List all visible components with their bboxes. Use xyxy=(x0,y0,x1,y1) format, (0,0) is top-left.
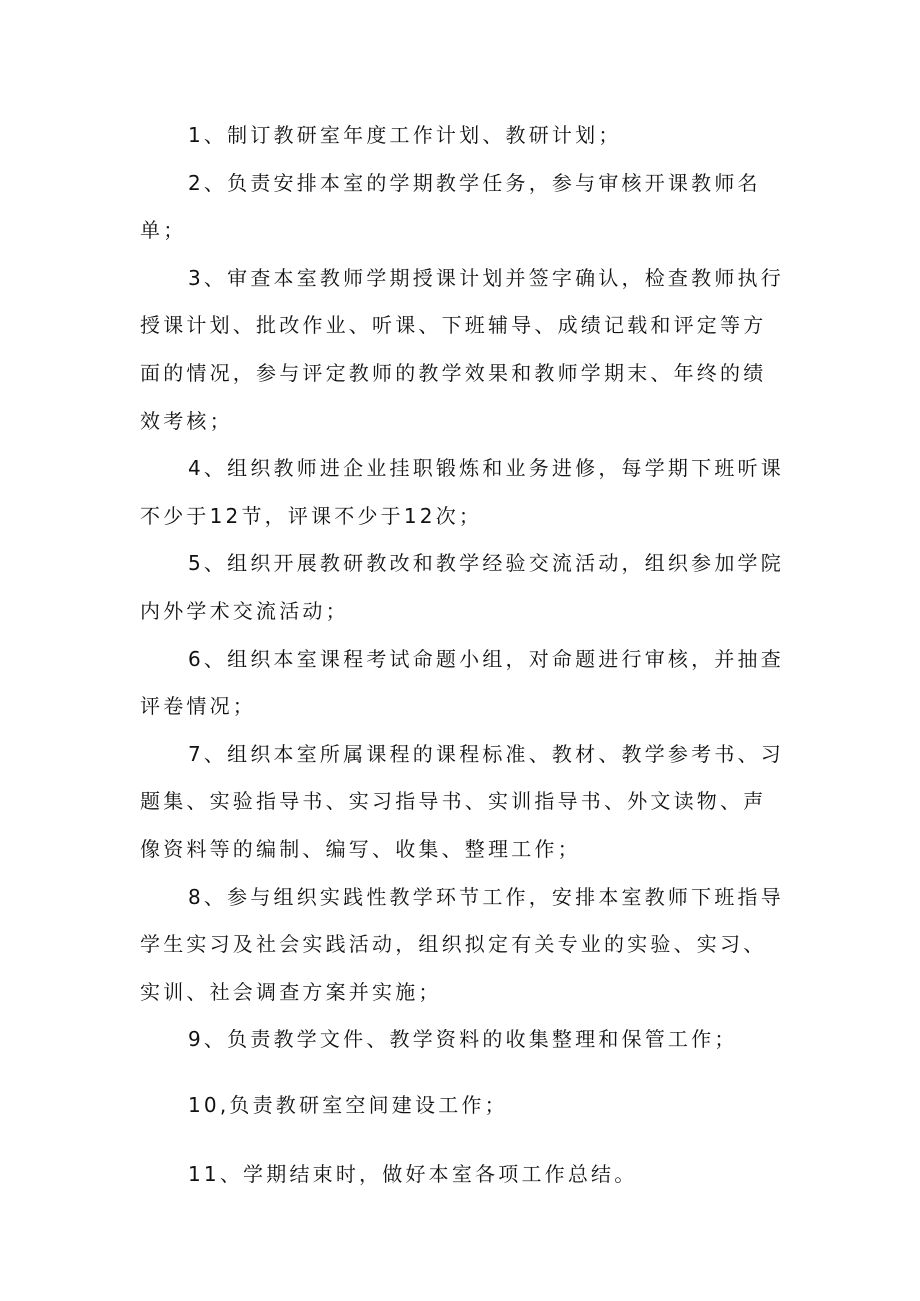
list-item: 2、负责安排本室的学期教学任务，参与审核开课教师名单； xyxy=(140,170,761,243)
list-item: 8、参与组织实践性教学环节工作，安排本室教师下班指导学生实习及社会实践活动，组织拟定有关专业的实验、实习、实训、社会调查方案并实施； xyxy=(140,884,784,1004)
list-item: 3、审查本室教师学期授课计划并签字确认，检查教师执行授课计划、批改作业、听课、下班辅导、成绩记载和评定等方面的情况，参与评定教师的教学效果和教师学期末、年终的绩效考核； xyxy=(140,265,784,433)
list-item: 4、组织教师进企业挂职锻炼和业务进修，每学期下班听课不少于12节，评课不少于12次； xyxy=(140,456,784,528)
list-item: 7、组织本室所属课程的课程标准、教材、教学参考书、习题集、实验指导书、实习指导书、实训指导书、外文读物、声像资料等的编制、编写、收集、整理工作； xyxy=(140,741,784,861)
list-item: 11、学期结束时，做好本室各项工作总结。 xyxy=(188,1162,638,1187)
list-item: 1、制订教研室年度工作计划、教研计划； xyxy=(188,123,622,147)
list-item: 10,负责教研室空间建设工作； xyxy=(188,1092,508,1117)
list-item: 6、组织本室课程考试命题小组，对命题进行审核，并抽查评卷情况； xyxy=(140,646,784,719)
list-item: 9、负责教学文件、教学资料的收集整理和保管工作； xyxy=(188,1027,738,1052)
list-item: 5、组织开展教研教改和教学经验交流活动，组织参加学院内外学术交流活动； xyxy=(140,551,784,623)
document-body xyxy=(140,112,785,1199)
